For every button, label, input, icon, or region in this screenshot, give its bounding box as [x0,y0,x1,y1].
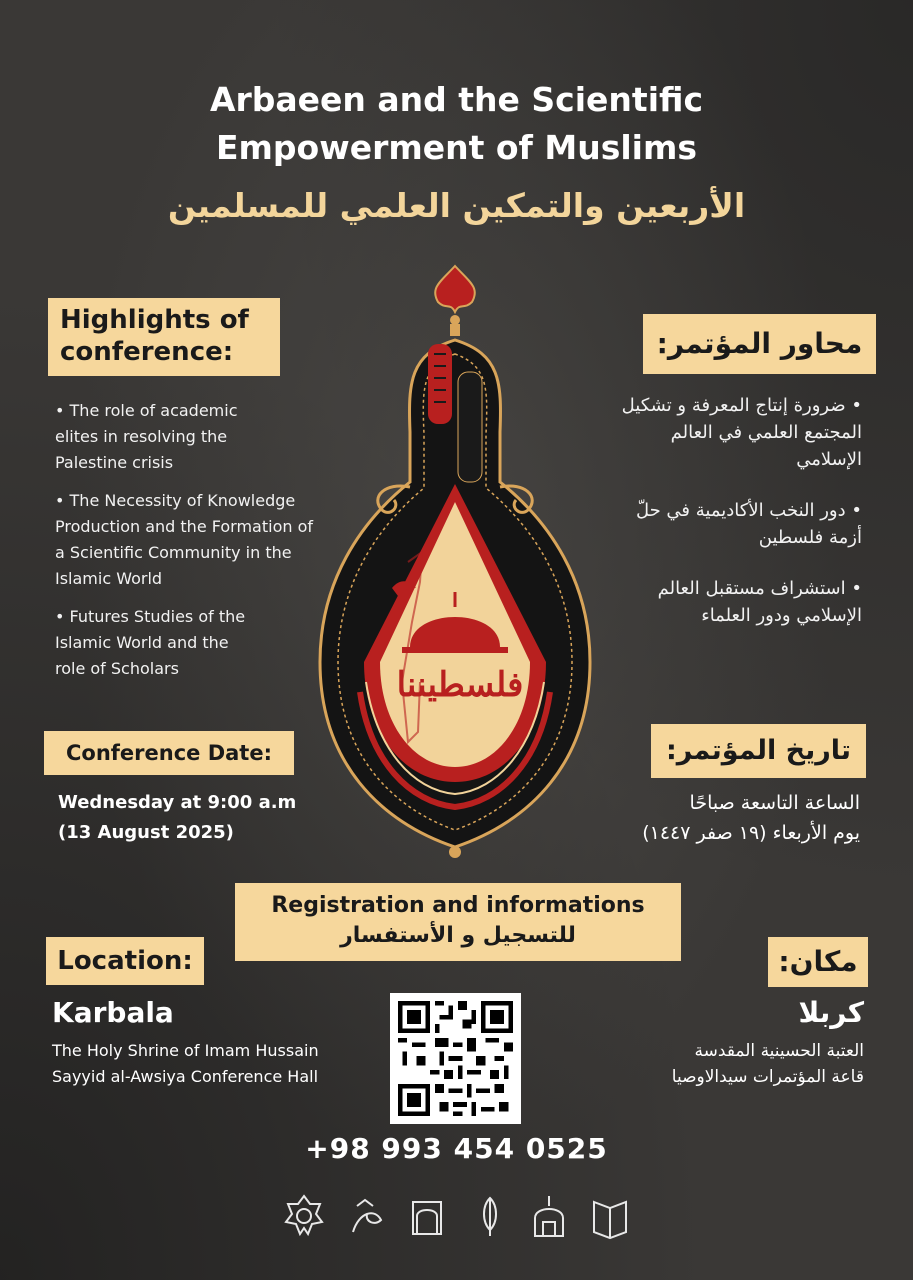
list-item: • The role of academic elites in resolving the Palestine crisis [55,401,238,472]
date-line1: Wednesday at 9:00 a.m [58,792,297,813]
bullet-icon: • [55,607,65,626]
highlights-heading [48,298,280,376]
title-en [0,76,913,172]
tarikh-heading: تاريخ المؤتمر: [651,724,866,778]
bullet-icon: • [851,395,862,416]
institution-logo-icon [282,1192,326,1244]
list-item: • Futures Studies of the Islamic World and the role of Scholars [55,607,246,678]
makan-heading: مكان: [768,937,868,987]
bullet-icon: • [851,578,862,599]
mosque-logo-icon [527,1192,571,1244]
registration-heading [235,883,681,961]
list-item: • استشراف مستقبل العالم الإسلامي ودور العلماء [657,578,862,626]
registration-line2: للتسجيل و الأستفسار [340,923,576,948]
phone-number[interactable]: +98 993 454 0525 [305,1132,608,1165]
title-en-line2: Empowerment of Muslims [215,128,698,167]
list-item: • ضرورة إنتاج المعرفة و تشكيل المجتمع العلمي في العالم الإسلامي [621,395,862,470]
registration-line1: Registration and informations [271,893,645,918]
qr-code[interactable] [390,993,521,1124]
palestine-emblem [290,262,620,862]
makan-line2: قاعة المؤتمرات سيدالاوصيا [671,1067,864,1087]
date-text [58,788,358,848]
tarikh-line2: يوم الأربعاء (١٩ صفر ١٤٤٧) [642,822,860,844]
title-en-line1: Arbaeen and the Scientific [209,80,704,119]
tarikh-line1: الساعة التاسعة صباحًا [689,792,860,814]
highlights-list [55,398,335,694]
finial-icon [435,266,475,336]
location-line2: Sayyid al-Awsiya Conference Hall [52,1067,319,1086]
book-logo-icon [588,1192,632,1244]
list-item: • The Necessity of Knowledge Production and the Formation of a Scientific Community in the Islamic World [55,491,314,588]
mahawer-list [600,392,862,653]
date-heading: Conference Date: [44,731,294,775]
highlights-heading-line1: Highlights of [60,305,249,335]
bullet-icon: • [851,500,862,521]
location-city: Karbala [52,996,174,1029]
makan-city: كربلا [798,996,864,1029]
date-line2: (13 August 2025) [58,822,234,843]
location-heading: Location: [46,937,204,985]
calligraphy-logo-icon [345,1192,389,1244]
shrine-logo-icon [405,1192,449,1244]
list-item: • دور النخب الأكاديمية في حلّ أزمة فلسطين [635,500,862,548]
title-ar: الأربعين والتمكين العلمي للمسلمين [167,186,746,225]
makan-line1: العتبة الحسينية المقدسة [694,1041,864,1061]
location-line1: The Holy Shrine of Imam Hussain [52,1041,319,1060]
tarikh-text [560,788,860,848]
highlights-heading-line2: conference: [60,337,234,367]
bullet-icon: • [55,401,65,420]
emblem-logo-icon [468,1192,512,1244]
bullet-icon: • [55,491,65,510]
emblem-text: فلسطيننا [396,665,524,705]
mahawer-heading: محاور المؤتمر: [643,314,876,374]
qr-code-icon [398,1001,513,1116]
